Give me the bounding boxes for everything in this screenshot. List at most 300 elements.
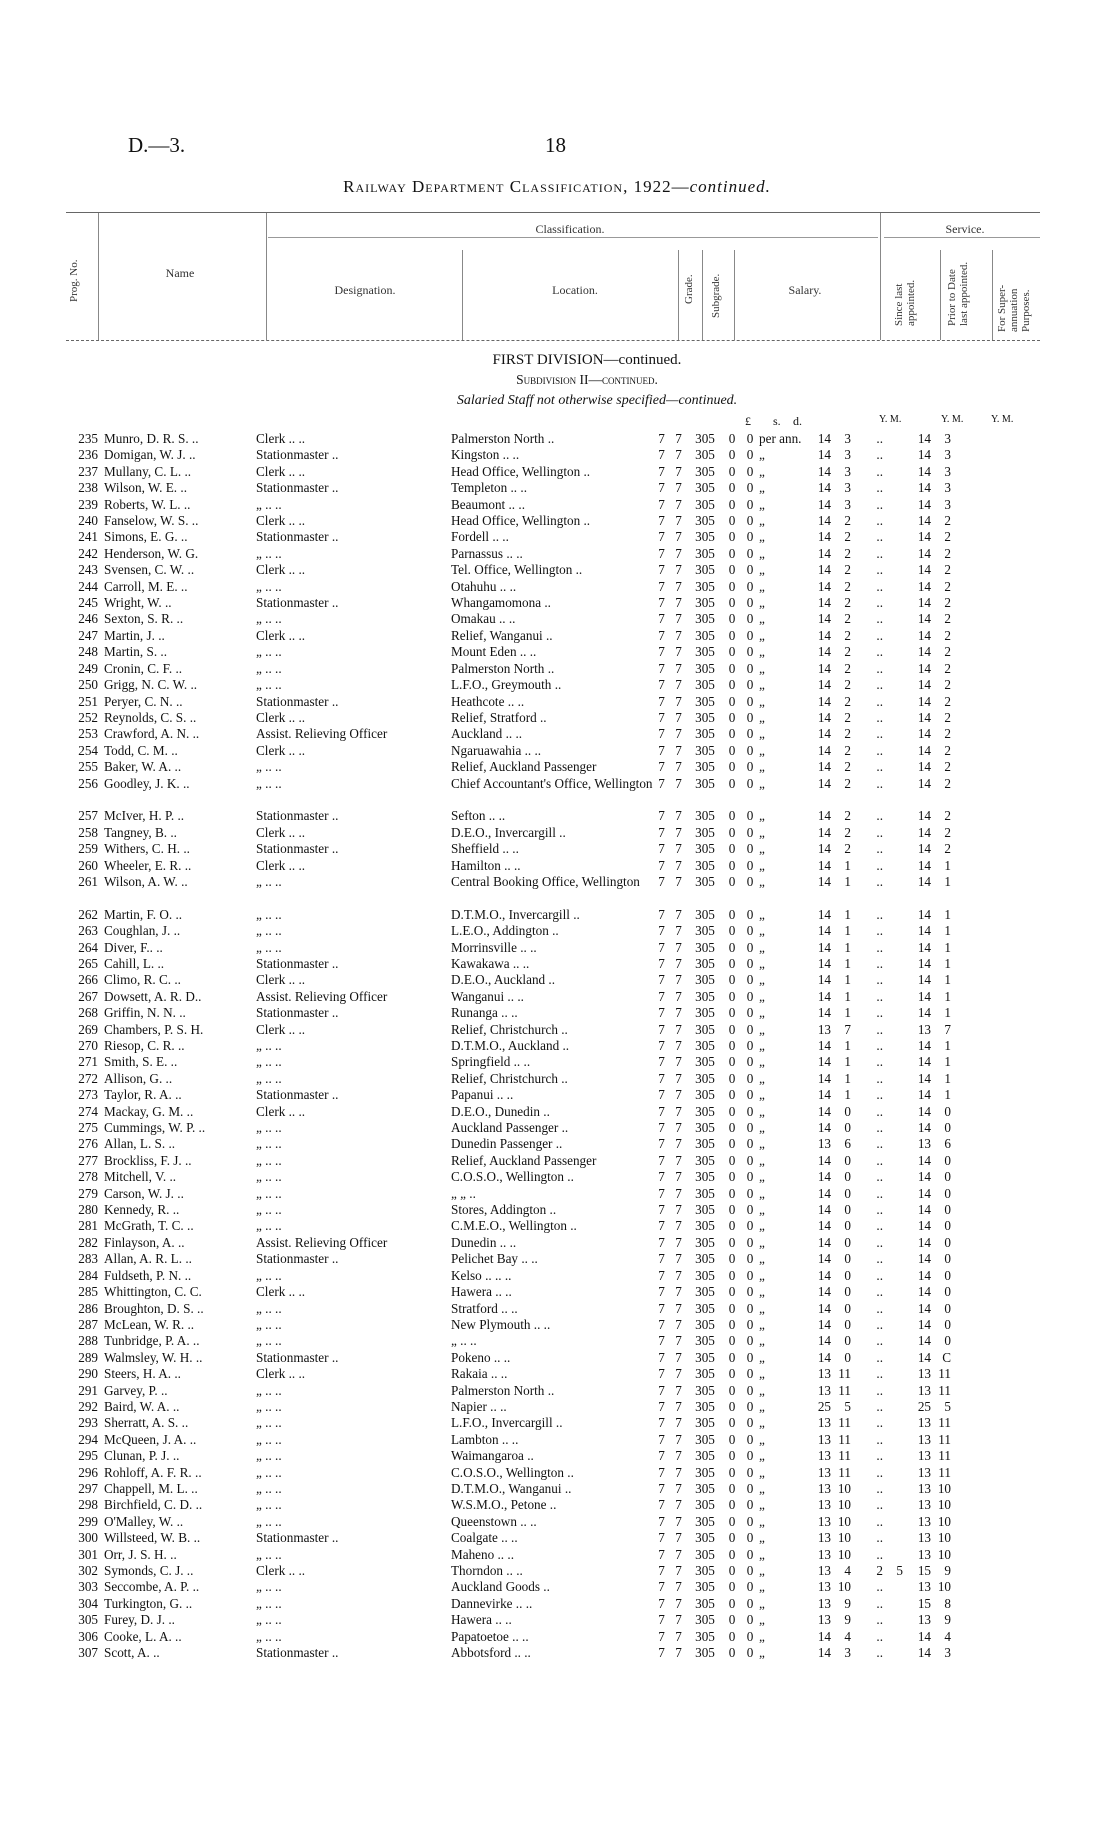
cell-pence: 0	[746, 1333, 754, 1349]
cell-super-months: 8	[944, 1595, 951, 1611]
cell-location: Rakaia .. ..	[451, 1366, 508, 1382]
cell-super-years: 14	[917, 660, 931, 676]
cell-pence: 0	[746, 955, 754, 971]
cell-super-months: 0	[944, 1120, 951, 1136]
cell-prior-years: ..	[876, 1530, 883, 1546]
cell-prior-years: ..	[876, 513, 883, 529]
cell-since-years: 14	[817, 1234, 831, 1250]
cell-since-years: 14	[817, 709, 831, 725]
cell-since-months: 11	[838, 1415, 851, 1431]
cell-designation: „ .. ..	[256, 1038, 282, 1053]
cell-shillings: 0	[728, 1595, 736, 1611]
cell-since-years: 14	[817, 1251, 831, 1267]
cell-salary: 305	[695, 1497, 715, 1513]
cell-prior-months	[883, 529, 911, 545]
cell-prior-years: ..	[876, 1234, 883, 1250]
cell-grade: 7	[658, 841, 665, 857]
cell-salary: 305	[695, 1316, 715, 1332]
cell-since-months: 0	[844, 1284, 851, 1300]
cell-shillings: 0	[728, 660, 736, 676]
cell-since-years: 13	[817, 1366, 831, 1382]
cell-super-months: 0	[944, 1267, 951, 1283]
cell-rate: „	[759, 1070, 765, 1086]
cell-designation: „ .. ..	[256, 1300, 282, 1316]
cell-salary: 305	[695, 1152, 715, 1168]
cell-salary: 305	[695, 1202, 715, 1218]
cell-super-months: 2	[944, 529, 951, 545]
cell-since-months: 2	[844, 578, 851, 594]
cell-salary: 305	[695, 1448, 715, 1464]
cell-name: Finlayson, A. ..	[104, 1234, 185, 1250]
cell-name: Allan, A. R. L. ..	[104, 1251, 192, 1267]
cell-shillings: 0	[728, 1103, 736, 1119]
cell-prior-years: ..	[876, 644, 883, 660]
cell-pence: 0	[746, 1497, 754, 1513]
cell-prior-years: ..	[876, 463, 883, 479]
cell-since-years: 14	[817, 1300, 831, 1316]
cell-designation: Stationmaster ..	[256, 480, 339, 496]
cell-location: Papanui .. ..	[451, 1087, 514, 1103]
cell-prior-years: ..	[876, 1070, 883, 1086]
cell-designation: „ .. ..	[256, 759, 282, 775]
cell-salary: 305	[695, 1300, 715, 1316]
cell-grade: 7	[658, 939, 665, 955]
cell-designation: Clerk .. ..	[256, 1563, 306, 1578]
cell-subgrade: 7	[675, 1513, 682, 1529]
cell-pence: 0	[746, 742, 754, 758]
cell-since-months: 1	[844, 1087, 851, 1103]
cell-prior-months	[883, 1645, 911, 1661]
cell-salary: 305	[695, 1464, 715, 1480]
cell-subgrade: 7	[675, 1185, 682, 1201]
cell-rate: „	[759, 1349, 765, 1365]
cell-super-years: 14	[917, 595, 931, 611]
cell-grade: 7	[658, 1530, 665, 1546]
cell-prog-no: 284	[78, 1267, 98, 1283]
cell-shillings: 0	[728, 1628, 736, 1644]
cell-grade: 7	[658, 1645, 665, 1661]
cell-salary: 305	[695, 1530, 715, 1546]
cell-prog-no: 255	[78, 759, 98, 775]
cell-prior-months	[883, 743, 911, 759]
cell-shillings: 0	[728, 808, 736, 824]
cell-designation: Stationmaster ..	[256, 1645, 339, 1661]
cell-salary: 305	[695, 1087, 715, 1103]
cell-subgrade: 7	[675, 1136, 682, 1152]
cell-since-months: 2	[844, 660, 851, 676]
cell-name: Kennedy, R. ..	[104, 1202, 180, 1218]
cell-super-years: 13	[917, 1448, 931, 1464]
cell-location: Head Office, Wellington ..	[451, 463, 591, 479]
cell-since-months: 0	[844, 1333, 851, 1349]
cell-pence: 0	[746, 1628, 754, 1644]
cell-since-years: 14	[817, 808, 831, 824]
page-number: 18	[545, 133, 566, 157]
cell-super-years: 14	[917, 1349, 931, 1365]
cell-since-years: 14	[817, 431, 831, 446]
cell-subgrade: 7	[675, 1546, 682, 1562]
cell-prior-years: 2	[876, 1563, 883, 1578]
cell-prog-no: 240	[78, 513, 98, 529]
cell-name: Carroll, M. E. ..	[104, 578, 188, 594]
table-row	[66, 759, 951, 775]
cell-prior-years: ..	[876, 1005, 883, 1021]
cell-prior-months	[883, 874, 911, 907]
cell-since-years: 14	[817, 562, 831, 578]
cell-salary: 305	[695, 578, 715, 594]
cell-since-months: 3	[844, 496, 851, 512]
cell-shillings: 0	[728, 939, 736, 955]
cell-name: Todd, C. M. ..	[104, 742, 178, 758]
table-row	[66, 1202, 951, 1218]
cell-prog-no: 258	[78, 824, 98, 840]
cell-shillings: 0	[728, 1070, 736, 1086]
cell-prog-no: 247	[78, 627, 98, 643]
cell-subgrade: 7	[675, 447, 682, 463]
cell-super-months: C	[942, 1349, 951, 1365]
table-row	[66, 447, 951, 463]
cell-name: Rohloff, A. F. R. ..	[104, 1464, 202, 1480]
cell-name: Svensen, C. W. ..	[104, 562, 195, 578]
cell-grade: 7	[658, 1333, 665, 1349]
cell-prog-no: 300	[78, 1530, 98, 1546]
table-row	[66, 1120, 951, 1136]
cell-grade: 7	[658, 1366, 665, 1382]
cell-pence: 0	[746, 1563, 754, 1578]
cell-designation: „ .. ..	[256, 1218, 282, 1234]
cell-since-months: 1	[844, 1054, 851, 1070]
cell-prior-years: ..	[876, 939, 883, 955]
cell-designation: Clerk .. ..	[256, 1021, 306, 1037]
table-row	[66, 1415, 951, 1431]
cell-prog-no: 270	[78, 1038, 98, 1053]
cell-subgrade: 7	[675, 1300, 682, 1316]
cell-since-years: 14	[817, 1267, 831, 1283]
cell-since-years: 14	[817, 775, 831, 791]
cell-subgrade: 7	[675, 939, 682, 955]
cell-super-months: 11	[938, 1431, 951, 1447]
cell-pence: 0	[746, 1251, 754, 1267]
cell-subgrade: 7	[675, 1595, 682, 1611]
cell-prior-months	[883, 1005, 911, 1021]
cell-super-months: 1	[944, 1087, 951, 1103]
cell-name: McQueen, J. A. ..	[104, 1431, 197, 1447]
cell-since-months: 2	[844, 644, 851, 660]
col-grade: Grade.	[683, 274, 695, 304]
cell-super-years: 14	[917, 545, 931, 561]
cell-super-months: 11	[938, 1382, 951, 1398]
cell-since-years: 14	[817, 1038, 831, 1053]
cell-rate: „	[759, 1005, 765, 1021]
table-row	[66, 1596, 951, 1612]
cell-since-months: 10	[837, 1480, 851, 1496]
cell-rate: „	[759, 1185, 765, 1201]
col-divider	[266, 213, 267, 340]
cell-super-years: 14	[917, 447, 931, 463]
cell-rate: „	[759, 873, 765, 889]
cell-location: Pelichet Bay .. ..	[451, 1251, 538, 1267]
cell-prog-no: 301	[78, 1546, 98, 1562]
cell-grade: 7	[658, 578, 665, 594]
cell-location: New Plymouth .. ..	[451, 1316, 551, 1332]
cell-shillings: 0	[728, 1021, 736, 1037]
cell-since-years: 14	[817, 841, 831, 857]
cell-pence: 0	[746, 1480, 754, 1496]
cell-super-months: 1	[944, 1038, 951, 1053]
cell-name: Tangney, B. ..	[104, 824, 177, 840]
cell-location: Napier .. ..	[451, 1398, 507, 1414]
cell-pence: 0	[746, 496, 754, 512]
cell-designation: „ .. ..	[256, 1579, 282, 1595]
cell-grade: 7	[658, 480, 665, 496]
cell-designation: Clerk .. ..	[256, 742, 306, 758]
table-row	[66, 1366, 951, 1382]
cell-shillings: 0	[728, 857, 736, 873]
cell-designation: „ .. ..	[256, 496, 282, 512]
table-row	[66, 513, 951, 529]
table-row	[66, 825, 951, 841]
cell-subgrade: 7	[675, 824, 682, 840]
cell-prior-years: ..	[876, 1546, 883, 1562]
cell-since-months: 0	[844, 1185, 851, 1201]
cell-pence: 0	[746, 1284, 754, 1300]
cell-prior-months	[883, 1153, 911, 1169]
cell-name: Clunan, P. J. ..	[104, 1448, 180, 1464]
cell-prog-no: 235	[78, 431, 98, 446]
cell-shillings: 0	[728, 1398, 736, 1414]
cell-pence: 0	[746, 1513, 754, 1529]
cell-grade: 7	[658, 545, 665, 561]
cell-since-years: 14	[817, 1628, 831, 1644]
cell-prior-months	[883, 464, 911, 480]
cell-subgrade: 7	[675, 1038, 682, 1053]
cell-name: Symonds, C. J. ..	[104, 1563, 194, 1578]
cell-prog-no: 276	[78, 1136, 98, 1152]
cell-prior-months	[883, 628, 911, 644]
cell-pence: 0	[746, 726, 754, 742]
cell-location: C.O.S.O., Wellington ..	[451, 1169, 574, 1185]
cell-grade: 7	[658, 1415, 665, 1431]
cell-name: Fuldseth, P. N. ..	[104, 1267, 192, 1283]
cell-since-months: 0	[844, 1300, 851, 1316]
cell-subgrade: 7	[675, 1152, 682, 1168]
unit-ym-super: Y. M.	[991, 414, 1014, 425]
cell-prior-years: ..	[876, 611, 883, 627]
cell-prior-years: ..	[876, 1152, 883, 1168]
cell-grade: 7	[658, 431, 665, 446]
cell-name: Walmsley, W. H. ..	[104, 1349, 203, 1365]
cell-subgrade: 7	[675, 1464, 682, 1480]
cell-since-months: 0	[844, 1120, 851, 1136]
cell-location: Dunedin Passenger ..	[451, 1136, 563, 1152]
cell-since-months: 10	[837, 1513, 851, 1529]
cell-super-months: 10	[937, 1546, 951, 1562]
cell-shillings: 0	[728, 1251, 736, 1267]
cell-since-months: 11	[838, 1448, 851, 1464]
cell-subgrade: 7	[675, 1579, 682, 1595]
cell-prior-years: ..	[876, 677, 883, 693]
cell-since-months: 6	[844, 1136, 851, 1152]
cell-name: Goodley, J. K. ..	[104, 775, 190, 791]
cell-name: Whittington, C. C.	[104, 1284, 202, 1300]
cell-super-years: 13	[917, 1021, 931, 1037]
cell-prior-years: ..	[876, 808, 883, 824]
cell-pence: 0	[746, 595, 754, 611]
cell-since-months: 2	[844, 841, 851, 857]
cell-salary: 305	[695, 1431, 715, 1447]
cell-salary: 305	[695, 1382, 715, 1398]
cell-rate: „	[759, 611, 765, 627]
cell-prog-no: 260	[78, 857, 98, 873]
cell-name: Withers, C. H. ..	[104, 841, 190, 857]
table-row	[66, 1563, 951, 1579]
table-row	[66, 923, 951, 939]
cell-designation: „ .. ..	[256, 923, 282, 939]
cell-designation: „ .. ..	[256, 1415, 282, 1431]
cell-name: McLean, W. R. ..	[104, 1316, 195, 1332]
cell-grade: 7	[658, 1169, 665, 1185]
cell-super-years: 14	[917, 726, 931, 742]
cell-rate: „	[759, 1628, 765, 1644]
cell-super-months: 2	[944, 841, 951, 857]
col-divider	[734, 250, 735, 340]
cell-location: D.E.O., Auckland ..	[451, 972, 556, 988]
cell-super-years: 14	[917, 1070, 931, 1086]
cell-since-months: 2	[844, 824, 851, 840]
cell-since-years: 14	[817, 1169, 831, 1185]
cell-super-years: 14	[917, 1628, 931, 1644]
cell-super-months: 10	[937, 1513, 951, 1529]
cell-prog-no: 253	[78, 726, 98, 742]
cell-location: Maheno .. ..	[451, 1546, 514, 1562]
cell-prog-no: 241	[78, 529, 98, 545]
cell-prior-years: ..	[876, 529, 883, 545]
cell-location: „ .. ..	[451, 1333, 477, 1349]
cell-rate: „	[759, 1251, 765, 1267]
cell-rate: „	[759, 841, 765, 857]
cell-prog-no: 294	[78, 1431, 98, 1447]
cell-designation: Stationmaster ..	[256, 955, 339, 971]
cell-salary: 305	[695, 1579, 715, 1595]
cell-since-months: 1	[844, 873, 851, 889]
cell-pence: 0	[746, 660, 754, 676]
cell-subgrade: 7	[675, 1645, 682, 1661]
cell-location: Hamilton .. ..	[451, 857, 521, 873]
cell-since-years: 14	[817, 857, 831, 873]
cell-pence: 0	[746, 841, 754, 857]
cell-grade: 7	[658, 693, 665, 709]
cell-prior-months	[883, 431, 911, 447]
cell-super-months: 0	[944, 1169, 951, 1185]
cell-prior-years: ..	[876, 726, 883, 742]
cell-super-months: 2	[944, 611, 951, 627]
cell-super-years: 13	[917, 1136, 931, 1152]
cell-super-years: 14	[917, 709, 931, 725]
cell-super-months: 11	[938, 1464, 951, 1480]
cell-shillings: 0	[728, 1448, 736, 1464]
cell-prior-months	[883, 710, 911, 726]
cell-rate: per ann.	[759, 431, 802, 446]
table-row	[66, 1268, 951, 1284]
cell-prior-months	[883, 497, 911, 513]
cell-designation: „ .. ..	[256, 1464, 282, 1480]
cell-super-years: 13	[917, 1546, 931, 1562]
cell-salary: 305	[695, 1546, 715, 1562]
cell-location: Wanganui .. ..	[451, 988, 524, 1004]
table-row	[66, 1514, 951, 1530]
cell-pence: 0	[746, 611, 754, 627]
cell-since-months: 1	[844, 857, 851, 873]
cell-since-months: 0	[844, 1234, 851, 1250]
cell-rate: „	[759, 709, 765, 725]
cell-prior-years: ..	[876, 595, 883, 611]
cell-name: Sexton, S. R. ..	[104, 611, 184, 627]
cell-designation: Clerk .. ..	[256, 513, 306, 529]
cell-prior-months	[883, 1530, 911, 1546]
cell-since-months: 2	[844, 513, 851, 529]
cell-salary: 305	[695, 906, 715, 922]
cell-shillings: 0	[728, 1513, 736, 1529]
cell-prior-months	[883, 1054, 911, 1070]
cell-super-months: 3	[944, 431, 951, 446]
cell-prog-no: 246	[78, 611, 98, 627]
cell-salary: 305	[695, 562, 715, 578]
cell-prior-years: ..	[876, 775, 883, 791]
cell-subgrade: 7	[675, 1005, 682, 1021]
cell-location: Tel. Office, Wellington ..	[451, 562, 583, 578]
cell-prog-no: 274	[78, 1103, 98, 1119]
cell-grade: 7	[658, 709, 665, 725]
cell-since-years: 13	[817, 1513, 831, 1529]
cell-grade: 7	[658, 627, 665, 643]
cell-shillings: 0	[728, 545, 736, 561]
page-title	[0, 177, 1114, 197]
cell-designation: Clerk .. ..	[256, 1284, 306, 1300]
cell-prior-months	[883, 1596, 911, 1612]
cell-shillings: 0	[728, 824, 736, 840]
table-row	[66, 1612, 951, 1628]
cell-since-years: 14	[817, 545, 831, 561]
cell-pence: 0	[746, 972, 754, 988]
cell-rate: „	[759, 759, 765, 775]
cell-prog-no: 295	[78, 1448, 98, 1464]
cell-prog-no: 302	[78, 1563, 98, 1578]
cell-super-months: 2	[944, 824, 951, 840]
cell-since-months: 0	[844, 1152, 851, 1168]
cell-pence: 0	[746, 1267, 754, 1283]
cell-shillings: 0	[728, 1185, 736, 1201]
cell-pence: 0	[746, 1382, 754, 1398]
cell-designation: „ .. ..	[256, 578, 282, 594]
table-row	[66, 1038, 951, 1054]
cell-prior-months	[883, 447, 911, 463]
cell-since-years: 13	[817, 1382, 831, 1398]
cell-since-months: 2	[844, 677, 851, 693]
cell-designation: „ .. ..	[256, 873, 282, 889]
cell-super-months: 2	[944, 595, 951, 611]
cell-prior-months: 5	[896, 1563, 903, 1578]
cell-pence: 0	[746, 1070, 754, 1086]
cell-rate: „	[759, 447, 765, 463]
cell-since-years: 14	[817, 972, 831, 988]
cell-salary: 305	[695, 1120, 715, 1136]
cell-rate: „	[759, 808, 765, 824]
cell-super-years: 14	[917, 496, 931, 512]
cell-super-years: 14	[917, 1202, 931, 1218]
cell-grade: 7	[658, 1152, 665, 1168]
cell-super-months: 7	[944, 1021, 951, 1037]
cell-super-months: 2	[944, 513, 951, 529]
